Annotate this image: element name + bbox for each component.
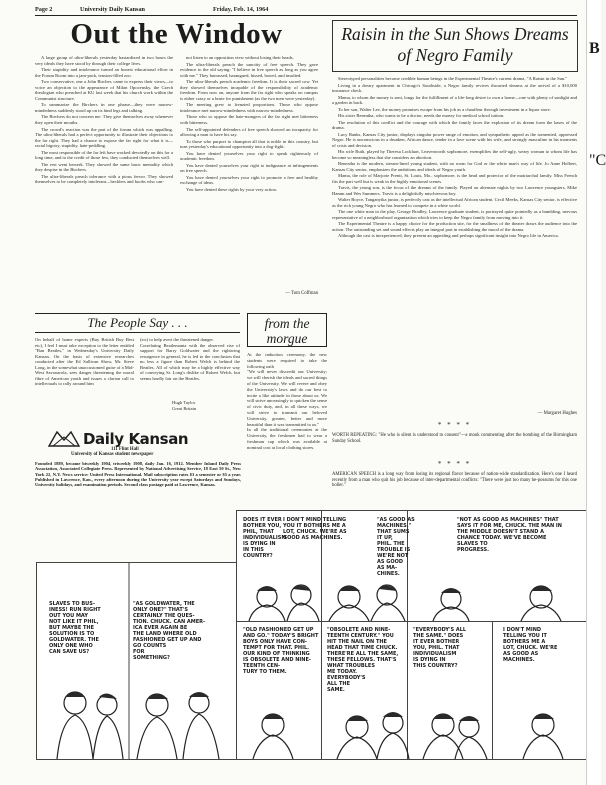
adjacent-page-quote: "C (589, 152, 606, 169)
comic-balloon-3: "AS GOOD AS MACHINES." THAT SUMS IT UP, PHIL. THE TROUBLE IS WE'RE NOT AS GOOD AS MA- CHINES. (377, 517, 415, 577)
comic-balloon-9: "EVERYBODY'S ALL THE SAME." DOES IT EVER BOTHER YOU, PHIL. THAT INDIVIDUALISM IS DYING IN THIS COUNTRY? (413, 627, 467, 669)
letter-signer: Hugh Taylor Great Britain (172, 400, 197, 411)
raisin-body-paragraph: Stereotyped personalities become credible human beings in the Experimental Theatre's current drama, "A Raisin in the Sun." (338, 76, 568, 81)
raisin-body-paragraph: His wife Ruth, played by Theresa Lockhart, Leavenworth sophomore, exemplifies the self-ugly, weary woman to whom life has become so meaningless that she considers an abortion. (332, 149, 577, 160)
raisin-body-paragraph: Travis, the young son, is the focus of the dreams of the family. Played on alternate nights by two Lawrence youngsters, Mike Hamm and Wes Summers. Travis is a delightfully mischievous boy. (332, 185, 577, 196)
masthead-subtitle: University of Kansas student newspaper (71, 452, 154, 457)
raisin-body-paragraph: The one white man in the play, George Bradley, Lawrence graduate student, is portrayed quite pointedly as a bumbling, nervous representative of a neighborhood organization which tries to keep the Negro family from moving into it. (332, 209, 577, 220)
raisin-body-paragraph: His sister Beneatha, who wants to be a doctor, needs the money for medical school tuition. (338, 113, 505, 118)
comic-balloon-5: SLAVES TO BUS- INESS! RUN RIGHT OUT YOU MAY NOT LIKE IT PHIL, BUT MAYBE THE SOLUTION IS TO GOLDWATER. THE ONLY ONE WHO CAN SAVE US? (49, 601, 101, 655)
raisin-body-paragraph: Living in a dreary apartment in Chicago's Southside, a Negro family revives thwarted dreams at the arrival of a $10,000 insurance check. (332, 82, 577, 93)
comic-balloon-4: "NOT AS GOOD AS MACHINES" THAT SAYS IT FOR ME, CHUCK. THE MAN IN THE MIDDLE DOESN'T STAND A CHANCE TODAY. WE'VE BECOME SLAVES TO PROGRESS. (457, 517, 562, 553)
ed-col2-paragraph: You have denied yourselves your right to indignance at infringements on free speech. (180, 162, 318, 174)
ed-col2-paragraph: You have denied these rights by your very action. (186, 187, 278, 193)
ed-col2-paragraph: You have denied yourselves your right to promote a free and healthy exchange of ideas. (180, 174, 318, 186)
morgue-heading: from the morgue (247, 313, 327, 347)
ed-col1-paragraph: To summarize the Birchers in one phrase—they were narrow-mindedness suddenly stood up on its hind legs and talking. (35, 102, 173, 113)
ed-col2-paragraph: The ultra-liberals preach the sanctity of free speech. They gave evidence to the old saying: "I believe in free speech as long as you agree with me." They harrassed, harangued, hissed, booed, and insulted. (180, 61, 318, 78)
ed-col2-paragraph: not listen to an opposition view without losing their heads. (186, 55, 294, 60)
ed-col2-paragraph: To those who purport to champion all that is noble in this country, but turn yesterday's educational opportunity into a dog-fight: (180, 138, 318, 150)
masthead-emblem-icon (47, 428, 81, 448)
ed-col1-paragraph: Two conservative, one a John Bircher, came to express their views—to voice an objection to the appearance of Milan Opocensky, the Czech theologian who preached at KU last week that his church work within the Communist structure. (35, 79, 173, 101)
raisin-body-paragraph: The Experimental Theatre is a happy choice for the production site, for the smallness of the theater draws the audience into the action. The outstanding set and sound effects play an integral part in establishing the mood of the drama. (332, 221, 577, 232)
american-speech: AMERICAN SPEECH is a long way from losing its regional flavor because of nation-wide standardization. Here's one I heard recently from a man who quit his job because of inter-departmental conflicts: "There were just too many he-possums for this one holler." (332, 472, 577, 489)
masthead-address: 111 Flint Hall (111, 447, 139, 452)
ed-col1-paragraph: Their stupidity and intolerance turned an honest educational effort in the Forum Room into a jam-pack, tension-filled zoo. (35, 67, 173, 78)
comic-strip-lower-left (36, 562, 237, 760)
adjacent-page-letter: B (589, 40, 600, 57)
comic-strip (236, 510, 587, 760)
comic-balloon-7: "OLD FASHIONED GET UP AND GO." TODAY'S BRIGHT BOYS ONLY HAVE CON- TEMPT FOR THAT. PHIL. OUR KIND OF THINKING IS OBSOLETE AND NINE- TEENTH CEN- TURY TO THEM. (243, 627, 319, 675)
ed-col1-paragraph: The rest went berserk. They showed the same basic mentality which they despise in the Birchers. (35, 161, 173, 173)
ed-col2-paragraph: The self-appointed defenders of free speech showed an incapacity for allowing a man to have his say. (180, 126, 318, 138)
page-header (35, 4, 577, 16)
review-signature: — Margaret Hughes (537, 411, 577, 416)
editorial-title: Out the Window (70, 18, 283, 50)
issue-date: Friday, Feb. 14, 1964 (213, 6, 269, 13)
raisin-body-paragraph: Lucy Banks, Kansas City junior, displays singular power range of emotion, and sympathetic appeal as the tormented, oppressed Negro. He is unconscious in a drunken, African dance, tender in a love scene with his wife, and strongly masculine in his moments of crisis and decision. (332, 131, 577, 148)
letters-heading: The People Say . . . (35, 313, 240, 333)
comic-balloon-2: I DON'T MIND TELLING YOU IT BOTHERS ME A LOT, CHUCK. WE'RE AS GOOD AS MACHINES. (283, 517, 347, 541)
raisin-body-paragraph: Mama, the role of Marjorie Prentt, St. Louis, Mo., sophomore, is the head and protector of the matriarchal family. Miss French fits the part well but is weak in the highly emotional scenes. (332, 173, 577, 184)
paper-name: University Daily Kansan (80, 6, 145, 13)
ed-col2-paragraph: The meeting grew to frenzied proportions. Those who oppose intolerance met narrow-mindedness with narrow-mindedness. (180, 102, 318, 113)
raisin-body-paragraph: The resolution of this conflict and the courage with which the family faces the explosion of its dream form the bases of the drama. (332, 119, 577, 130)
comic-balloon-8: "OBSOLETE AND NINE- TEENTH CENTURY." YOU HIT THE NAIL ON THE HEAD THAT TIME CHUCK. THERE'RE ALL THE SAME, THESE FELLOWS. THAT'S WHAT TROUBLES ME TODAY. EVERYBODY'S ALL THE SAME. (327, 627, 399, 693)
comic-characters-icon (237, 511, 586, 759)
ed-col1-paragraph: The ultra-liberals preach tolerance with a pious fervor. They showed themselves to be completely intolerant—hecklers and boobs who can- (35, 173, 173, 185)
masthead-founded: Founded 1889, became biweekly 1904, triweekly 1908, daily Jan. 16, 1912. Member Inland Daily Press Association, Associated Collegiate Press. Represented by National Advertising Service, 18 East 50 St., New York 22, N.Y. News service: United Press International. Mail subscription rates $3 a semester or $5 a year. Published in Lawrence, Kan., every afternoon during the University year except Saturdays and Sundays, University holidays, and examination periods. Second class postage paid at Lawrence, Kansas. (35, 461, 241, 488)
ed-col2-paragraph: The ultra-liberals preach academic freedom. It is their sacred cow. Yet they showed themselves incapable of the responsibility of academic freedom. From now on, anyone from the far right who speaks on campus is either crazy or a brute for punishment (as the two men were yesterday). (180, 79, 318, 101)
comic-balloon-6: "AS GOLDWATER, THE ONLY ONE?" THAT'S CERTAINLY THE QUES- TION. CHUCK. CAN AMER- ICA EVER AGAIN BE THE LAND WHERE OLD FASHIONED GET UP AND GO COUNTS FOR SOMETHING? (133, 601, 206, 661)
adjacent-page-fragment (586, 0, 606, 785)
raisin-body-paragraph: Walter Boyce, Tanganyika junior, is perfectly cast as the intellectual African student. Cecil Meeks, Kansas City senior, is effective as the rich young Negro who has learned to compete in a white world. (332, 197, 577, 208)
ed-col1-paragraph: A large group of ultra-liberals yesterday hastardized in two hours the very ideals they have stood by through their college lives. (35, 55, 173, 66)
worth-repeating: WORTH REPEATING: "He who is silent is understood to consent"—a monk commenting after the bombing of the Birmingham Sunday School. (332, 433, 577, 444)
raisin-body-paragraph: Mama, to whom the money is sent, longs for the fulfillment of a life-long desire to own a home—one with plenty of sunlight and a garden in back. (332, 94, 577, 105)
raisin-body-paragraph: Beneatha is the modern, stream-lined young student, with no room for God or the white man's way of life. Jo Anne Holbert, Kansas City senior, emphasizes the ambitions and ideals of Negro youth. (332, 161, 577, 172)
section-divider: * * * * (437, 421, 472, 429)
section-divider-2: * * * * (437, 460, 472, 468)
editorial-column-1 (35, 55, 173, 186)
raisin-body-paragraph: To her son, Walter Lee, the money promises escape from his job as a chauffeur through investment in a liquor store. (338, 106, 551, 112)
masthead-name: Daily Kansan (83, 430, 189, 448)
morgue-text: At the induction ceremony, the new students were required to take the following oath "We will never discredit our University; we will cherish the ideals and sacred things of the University. We will revere and obey the University's laws and do our best to incite a like attitude in those about us. We will strive unceasingly to quicken the sense of civic duty, and, in all these ways, we will strive to transmit our beloved University, greater, better and more beautiful than it was transmitted to us." In all the traditional ceremonies at the University, the freshmen had to wear a freshman cap which was available at nominal cost at local clothing stores. (247, 352, 327, 450)
review-title: Raisin in the Sun Shows Dreams of Negro Family (341, 24, 569, 65)
ed-col2-paragraph: Those who so oppose the hate-mongers of the far right met bitterness with bitterness. (180, 114, 318, 126)
page-number: Page 2 (35, 6, 53, 13)
ed-col2-paragraph: You have denied yourselves your right to speak righteously of academic freedom. (180, 150, 318, 162)
raisin-body-paragraph: Although the cast is inexperienced, they present an appealing and perhaps significant insight into Negro life in America. (338, 233, 559, 238)
ed-col1-paragraph: The most responsible of the far left have worked devotedly on this for a long time, and to the credit of those few, they conducted themselves well. (35, 149, 173, 161)
comic-figures-icon (37, 563, 237, 759)
letter-column-1: On behalf of home experts (Buy British Buy Best etc), I feel I must take exception to the letter entitled "Ban Beatles," in Wednesday's University Daily Kansan. On the basis of extensive researches conducted after the Ed Sullivan Show, Mr. Steve Long, in the somewhat unaccustomed guise of a Mid-West Savonarola, sees danger threatening the moral fibre of American youth and issues a clarion call to intellectuals to rally around him (35, 337, 134, 387)
masthead (45, 428, 225, 458)
editorial-column-2 (180, 55, 318, 194)
ed-col1-paragraph: The Birchers do not concern me. They give themselves away whenever they open their mouths. (35, 114, 173, 126)
review-body (332, 76, 577, 240)
letter-column-2: (sic) to help avert the threatened danger. Correlating Beatlemania with the observed rise of support for Barry Goldwater and the rightwing resurgence in general, he is led to the conclusion that no less a figure than Robert Welch is behind the Beatles. All of which may be a highly effective way of conveying Sr. Long's dislike of Robert Welch, but seems hardly fair on the Beatles. (140, 337, 240, 381)
ed-col1-paragraph: The crowd's reaction was the part of the forum which was appalling. The ultra-liberals had a perfect opportunity to illustrate their objections to the far right. They had a chance to expose the far right for what it is—racial bigotry, stupidity, hate-peddling. (35, 126, 173, 149)
comic-balloon-10: I DON'T MIND TELLING YOU IT BOTHERS ME A LOT, CHUCK. WE'RE AS GOOD AS MACHINES. (503, 627, 558, 663)
comic-balloon-1: DOES IT EVER BOTHER YOU, PHIL, THAT INDIVIDUALISM IS DYING IN IN THIS COUNTRY? (243, 517, 287, 559)
editorial-signature: — Tom Coffman (285, 291, 318, 296)
